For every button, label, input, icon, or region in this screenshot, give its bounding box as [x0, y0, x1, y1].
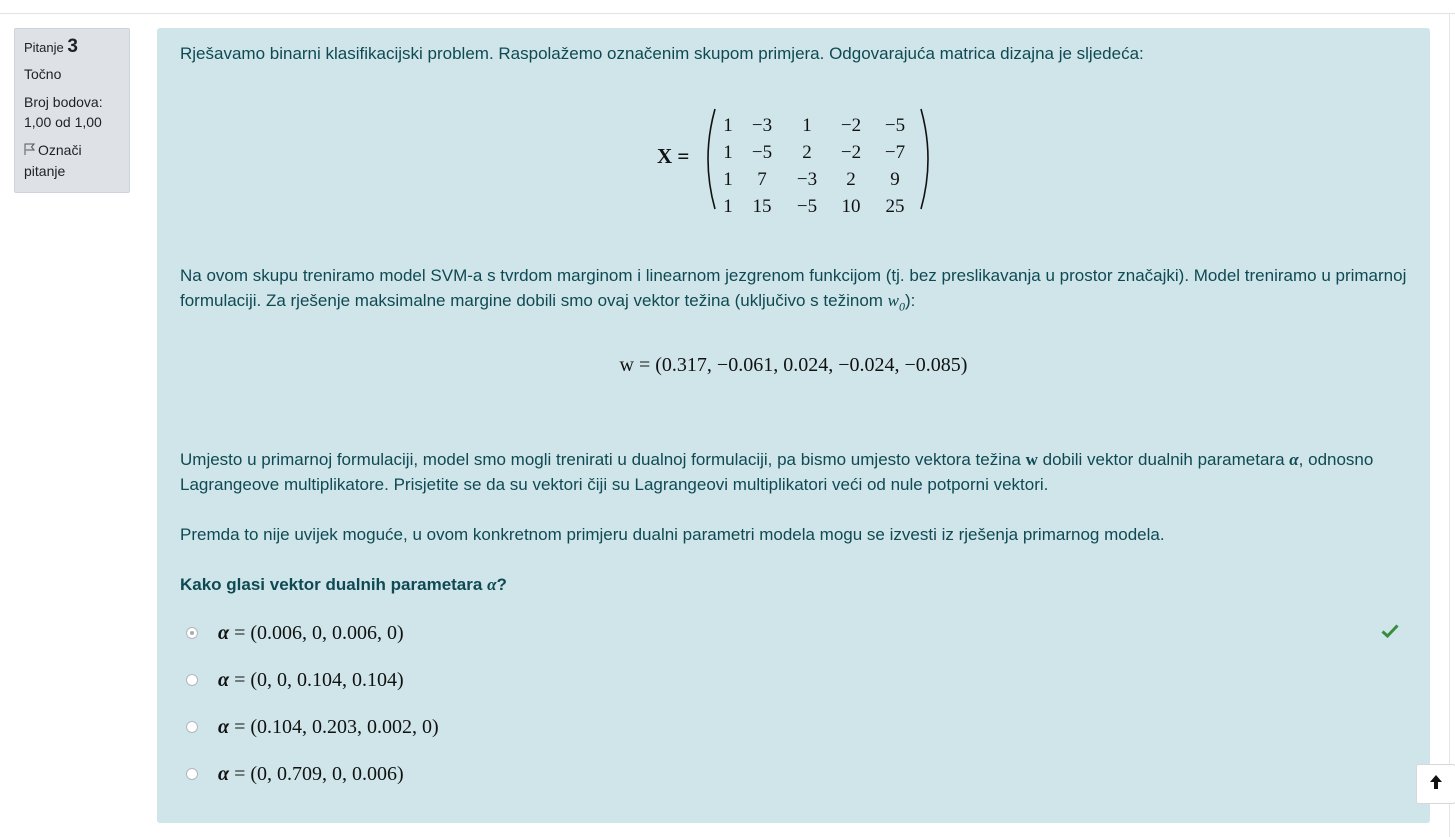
answer-radio-2[interactable]	[186, 674, 198, 686]
matrix-cell: −3	[751, 115, 773, 136]
answer-radio-4[interactable]	[186, 768, 198, 780]
option-value: = (0.006, 0, 0.006, 0)	[229, 621, 404, 644]
scrollbar-track[interactable]	[1449, 14, 1450, 837]
question-number: 3	[67, 36, 78, 57]
weight-vector-equation: w = (0.317, −0.061, 0.024, −0.024, −0.085)	[619, 354, 968, 376]
prompt-end: ?	[496, 575, 507, 594]
option-alpha: α	[218, 668, 230, 691]
matrix-cell: 2	[802, 142, 812, 163]
matrix-cell: −5	[751, 142, 773, 163]
matrix-table	[717, 112, 917, 220]
question-info-box	[14, 28, 130, 193]
prompt-alpha: α	[487, 575, 497, 594]
matrix-cell: −3	[796, 169, 818, 190]
top-header-bar	[0, 0, 1455, 14]
question-number-row	[24, 37, 120, 58]
w0-symbol	[887, 291, 906, 314]
option-alpha: α	[218, 715, 230, 738]
matrix-row	[717, 193, 917, 220]
design-matrix	[657, 106, 937, 217]
matrix-cell: 10	[841, 196, 861, 217]
option-alpha: α	[218, 762, 230, 785]
matrix-cell: 1	[723, 196, 733, 217]
arrow-up-icon	[1429, 773, 1443, 796]
question-content	[157, 28, 1430, 823]
answer-label-3	[218, 715, 439, 740]
dual-description	[180, 447, 1407, 497]
checkmark-icon	[1381, 620, 1399, 645]
option-value: = (0, 0, 0.104, 0.104)	[229, 668, 404, 691]
question-prompt	[180, 572, 1407, 597]
option-value: = (0.104, 0.203, 0.002, 0)	[229, 715, 439, 738]
matrix-cell: 1	[802, 115, 812, 136]
derivation-note: Premda to nije uvijek moguće, u ovom konkretnom primjeru dualni parametri modela mogu se izvesti iz rješenja primarnog modela.	[180, 525, 1165, 544]
matrix-cell: 9	[890, 169, 900, 190]
matrix-cell: −5	[796, 196, 818, 217]
answer-radio-1[interactable]	[186, 627, 198, 639]
flag-label-1: Označi	[38, 142, 82, 158]
svm-description-text: Na ovom skupu treniramo model SVM-a s tvrdom marginom i linearnom jezgrenom funkcijom (tj. bez preslikavanja u prostor značajki). Model treniramo u primarnoj formulaciji. Za rješenje maksimalne margine dobili smo ovaj vektor težina (uključivo s težinom	[180, 266, 1407, 310]
matrix-cell: −2	[840, 115, 862, 136]
matrix-label: X =	[657, 144, 690, 168]
answer-label-2	[218, 668, 404, 693]
w-symbol: w	[1025, 450, 1038, 469]
flag-question-link[interactable]	[24, 140, 120, 181]
dual-text-b: dobili vektor dualnih parametara	[1037, 450, 1290, 469]
svm-description-end: ):	[905, 291, 916, 310]
dual-text-c: , odnosno Lagrangeove multiplikatore. Prisjetite se da su vektori čiji su Lagrangeovi multiplikatori veći od nule potporni vektori.	[180, 450, 1374, 494]
prompt-text: Kako glasi vektor dualnih parametara	[180, 575, 488, 594]
matrix-cell: 1	[723, 115, 733, 136]
grade-label: Broj bodova:	[24, 94, 103, 110]
grade-value: 1,00 od 1,00	[24, 114, 102, 130]
question-grade	[24, 92, 120, 132]
matrix-row	[717, 112, 917, 139]
matrix-cell: 15	[752, 196, 772, 217]
back-to-top-button[interactable]	[1416, 764, 1455, 804]
matrix-cell: −7	[884, 142, 906, 163]
matrix-cell: 1	[723, 169, 733, 190]
w0-subscript: 0	[899, 299, 906, 314]
svm-description	[180, 263, 1407, 319]
matrix-cell: 25	[885, 196, 905, 217]
option-value: = (0, 0.709, 0, 0.006)	[229, 762, 404, 785]
matrix-cell: −5	[884, 115, 906, 136]
question-label: Pitanje	[24, 40, 64, 55]
option-alpha: α	[218, 621, 230, 644]
alpha-symbol: α	[1289, 450, 1299, 469]
flag-label-2: pitanje	[24, 163, 66, 179]
matrix-row	[717, 139, 917, 166]
matrix-cell: 1	[723, 142, 733, 163]
question-intro: Rješavamo binarni klasifikacijski problem. Raspolažemo označenim skupom primjera. Odgovarajuća matrica dizajna je sljedeća:	[180, 44, 1144, 63]
answer-radio-3[interactable]	[186, 721, 198, 733]
matrix-cell: 7	[757, 169, 767, 190]
answer-label-1	[218, 621, 404, 646]
flag-outline-icon	[24, 141, 35, 161]
matrix-row	[717, 166, 917, 193]
matrix-cell: 2	[846, 169, 856, 190]
dual-text-a: Umjesto u primarnoj formulaciji, model smo mogli trenirati u dualnoj formulaciji, pa bismo umjesto vektora težina	[180, 450, 1026, 469]
question-state: Točno	[24, 66, 62, 82]
answer-label-4	[218, 762, 404, 787]
matrix-cell: −2	[840, 142, 862, 163]
w0-letter: w	[887, 291, 900, 310]
